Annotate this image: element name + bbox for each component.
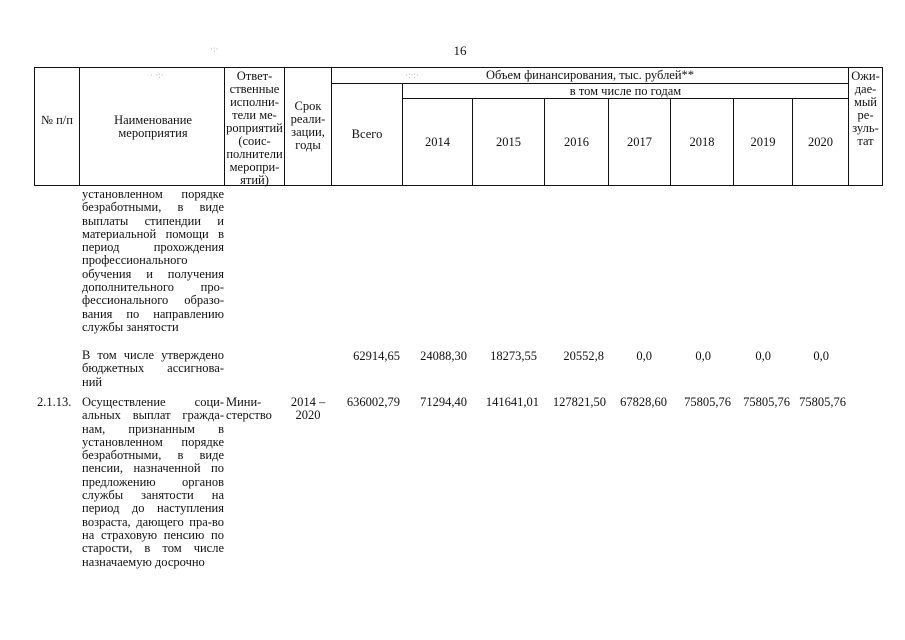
approved-row-2018: 0,0: [695, 349, 711, 363]
approved-row-2015: 18273,55: [490, 349, 537, 363]
header-by-years: в том числе по годам: [569, 84, 682, 98]
scan-artifact: · ·:·: [150, 70, 164, 80]
header-no: № п/п: [41, 113, 73, 127]
approved-row-2017: 0,0: [636, 349, 652, 363]
continuation-text: установленном порядке безработными, в виде выплаты стипендии и материальной помощи в период прохождения профессионального обучения и получения дополнительного про-фессионального образо-вания по направлению службы занятости: [82, 187, 224, 334]
item-name: Осуществление соци-альных выплат гражда-нам, признанным в установленном порядке безработными, в виде пенсии, назначенной по предложению органов службы занятости на период до наступления возраста, дающего пра-во на страховую пенсию по старости, в том числе назначаемую досрочно: [82, 395, 224, 569]
item-2015: 141641,01: [485, 395, 539, 409]
approved-row-2020: 0,0: [813, 349, 829, 363]
item-total: 636002,79: [346, 395, 400, 409]
item-2014: 71294,40: [420, 395, 467, 409]
approved-row-total: 62914,65: [353, 349, 400, 363]
item-2020: 75805,76: [799, 395, 846, 409]
approved-row-label: В том числе утверждено бюджетных ассигнова-ний: [82, 348, 224, 389]
header-funding: Объем финансирования, тыс. рублей**: [485, 68, 695, 82]
item-2016: 127821,50: [552, 395, 606, 409]
header-executors: Ответ-ственные исполни-тели ме-роприятий (соис-полнители меропри-ятий): [226, 69, 283, 187]
header-year-2014: 2014: [425, 135, 450, 149]
scan-artifact: ·:·:·: [405, 70, 419, 80]
header-total: Всего: [351, 127, 383, 141]
item-number: 2.1.13.: [37, 395, 72, 409]
header-year-2018: 2018: [689, 135, 715, 149]
header-name: Наименование мероприятия: [114, 113, 192, 140]
header-term: Срок реали-зации, годы: [290, 99, 326, 152]
page-number: 16: [453, 43, 467, 58]
approved-row-2016: 20552,8: [563, 349, 604, 363]
item-2017: 67828,60: [620, 395, 667, 409]
approved-row-2014: 24088,30: [420, 349, 467, 363]
item-2019: 75805,76: [743, 395, 790, 409]
header-year-2019: 2019: [750, 135, 776, 149]
item-term: 2014 – 2020: [290, 395, 326, 423]
item-2018: 75805,76: [684, 395, 731, 409]
header-year-2015: 2015: [496, 135, 521, 149]
header-year-2020: 2020: [808, 135, 833, 149]
header-year-2016: 2016: [564, 135, 589, 149]
scan-artifact: ·:·: [210, 44, 219, 54]
item-executor: Мини-стерство: [226, 395, 272, 423]
header-year-2017: 2017: [627, 135, 652, 149]
header-result: Ожи-дае-мый ре-зуль-тат: [851, 69, 880, 148]
approved-row-2019: 0,0: [755, 349, 771, 363]
